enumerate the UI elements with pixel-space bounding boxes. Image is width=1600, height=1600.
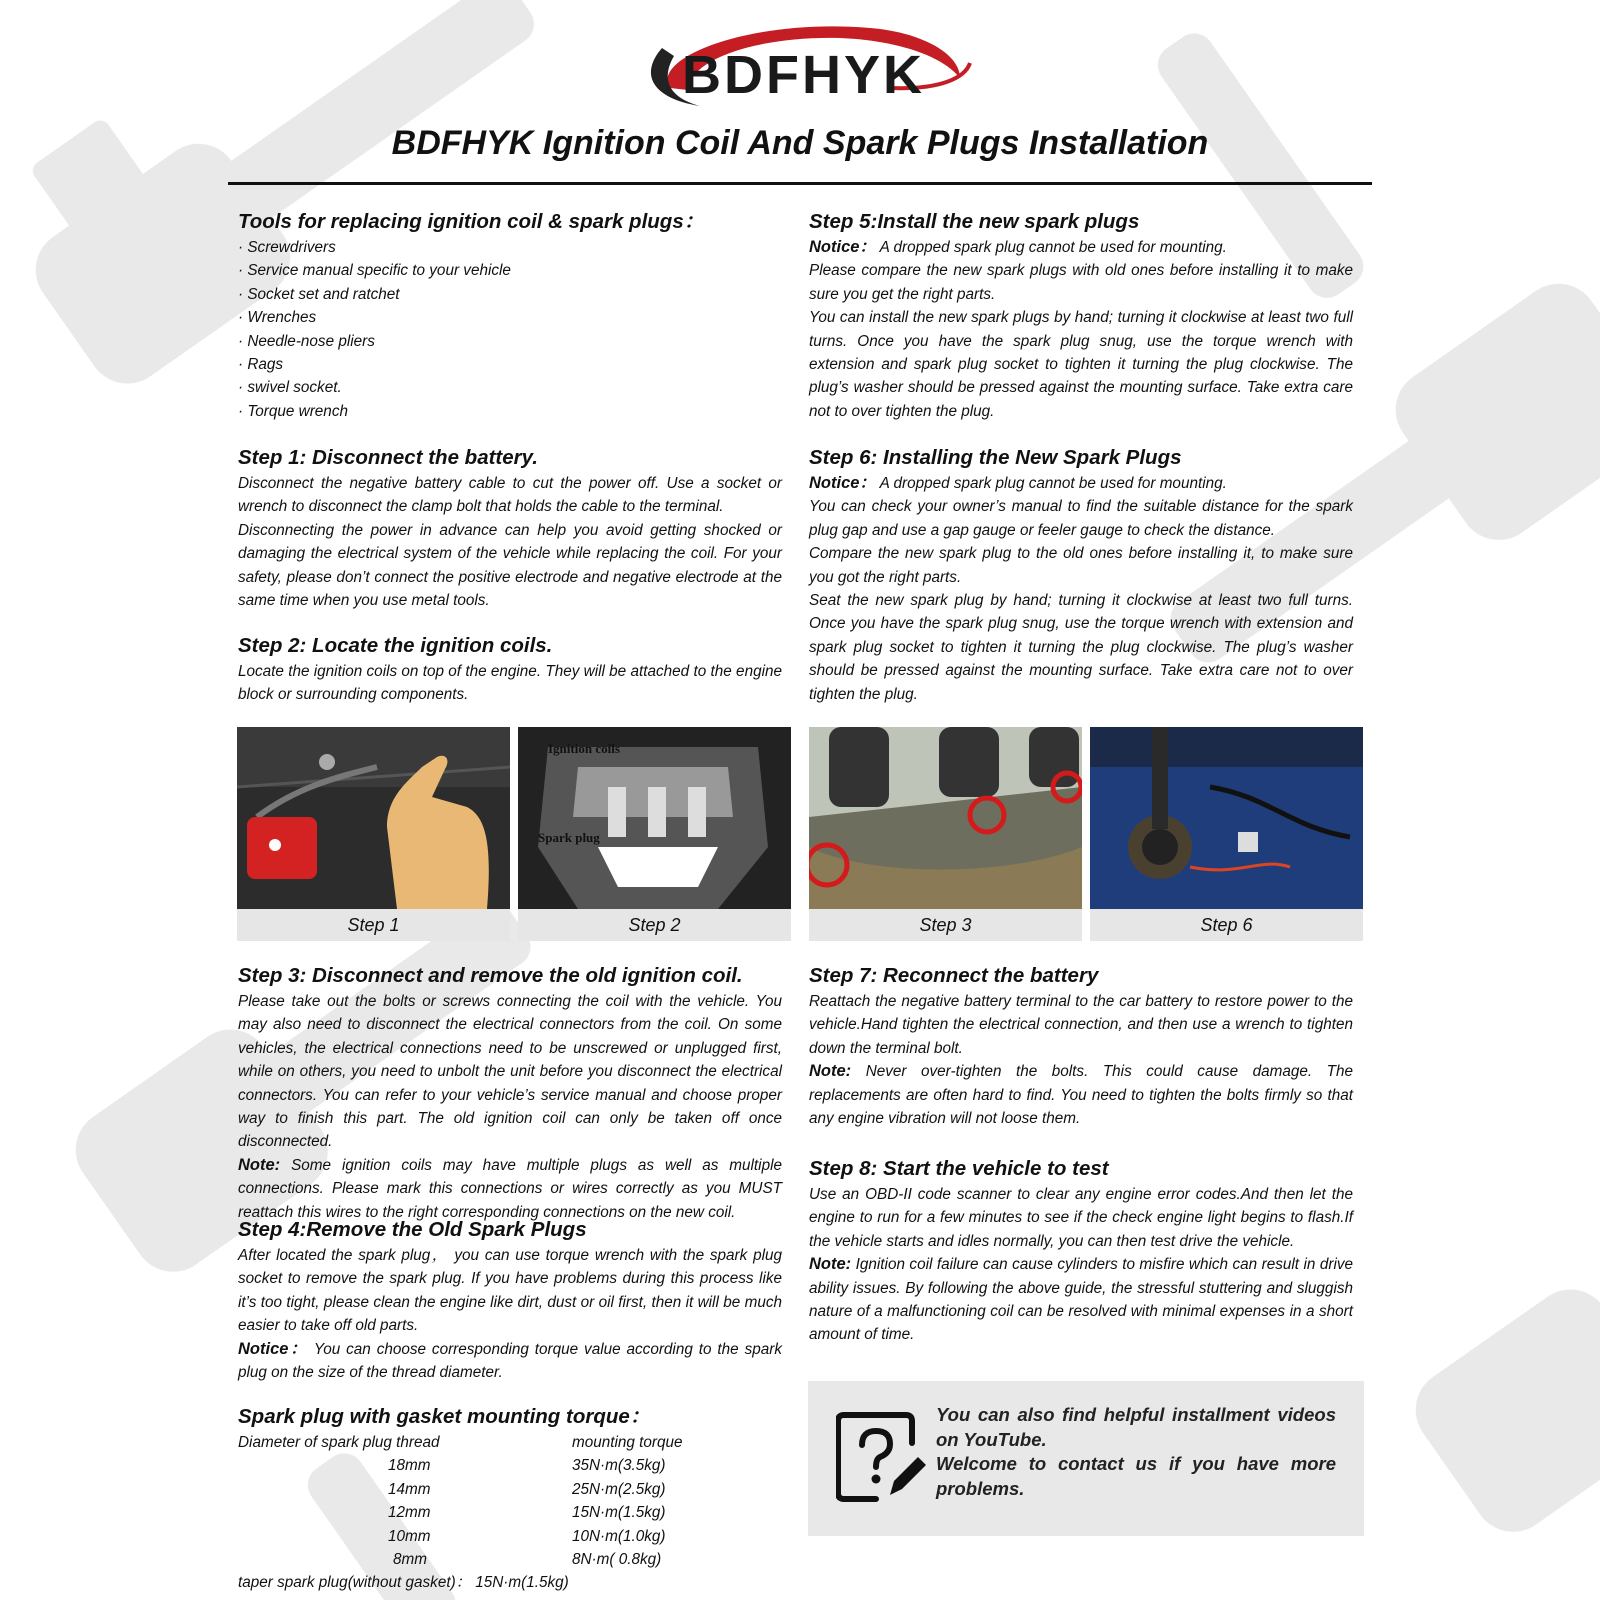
thread-diameter: 10mm xyxy=(388,1527,431,1545)
step5-heading: Step 5:Install the new spark plugs xyxy=(809,210,1140,233)
step8-heading: Step 8: Start the vehicle to test xyxy=(809,1157,1109,1180)
step5-paragraph: You can install the new spark plugs by hand; turning it clockwise at least two full turns. Once you have the spark plug snug, use the torque wrench with extension and spark plug socket to tighten it turning the plug clockwise. The plug’s washer should be pressed against the mounting surface. Take extra care not to over tighten the plug. xyxy=(809,309,1353,420)
step7-section xyxy=(809,962,1353,1130)
step5-section xyxy=(809,208,1353,423)
step2-section xyxy=(238,632,782,707)
spark-plug-label: Spark plug xyxy=(538,830,600,845)
step6-heading: Step 6: Installing the New Spark Plugs xyxy=(809,446,1182,469)
thread-diameter: 8mm xyxy=(393,1551,427,1569)
table-row xyxy=(238,1454,683,1477)
list-item: · Wrenches xyxy=(238,309,317,327)
list-item: · Needle-nose pliers xyxy=(238,332,375,350)
engine-cutaway-illustration xyxy=(518,727,791,909)
thread-diameter: 18mm xyxy=(388,1457,431,1475)
step7-note xyxy=(809,1060,1353,1130)
step4-notice xyxy=(238,1338,782,1385)
mounting-torque: 35N·m(3.5kg) xyxy=(572,1457,666,1475)
step3-paragraph: Please take out the bolts or screws connecting the coil with the vehicle. You may also need to disconnect the electrical connectors from the coil. On some vehicles, the electrical connections need to be unscrewed or unplugged first, while on others, you need to unbolt the unit before you disconnect the electrical connectors. You can refer to your vehicle’s service manual and choose proper way to finish this part. The old ignition coil can only be taken off once disconnected. xyxy=(238,993,782,1151)
taper-torque xyxy=(238,1571,782,1594)
notice-label: Notice： xyxy=(238,1339,309,1358)
help-line: Welcome to contact us if you have more problems. xyxy=(936,1453,1336,1499)
step8-note xyxy=(809,1253,1353,1347)
torque-section xyxy=(238,1403,782,1595)
ignition-coils-label: Ignition coils xyxy=(548,741,620,756)
photo-caption: Step 2 xyxy=(628,915,681,935)
step6-paragraph: Seat the new spark plug by hand; turning it clockwise at least two full turns. Once you have the spark plug snug, use the torque wrench with extension and spark plug socket to tighten it turning the plug clockwise. The plug’s washer should be pressed against the mounting surface. Take extra care not to over tighten the plug. xyxy=(809,592,1353,703)
step2-paragraph: Locate the ignition coils on top of the engine. They will be attached to the engine block or surrounding components. xyxy=(238,663,782,704)
brand-logo xyxy=(640,18,980,108)
step5-paragraph: Please compare the new spark plugs with old ones before installing it to make sure you get the right parts. xyxy=(809,262,1353,303)
step7-heading: Step 7: Reconnect the battery xyxy=(809,964,1099,987)
step7-paragraph: Reattach the negative battery terminal to the car battery to restore power to the vehicle.Hand tighten the electrical connection, and then use a wrench to tighten down the terminal bolt. xyxy=(809,993,1353,1057)
mounting-torque: 10N·m(1.0kg) xyxy=(572,1527,666,1545)
note-text: Ignition coil failure can cause cylinders to misfire which can result in drive ability issues. By following the above guide, the stressful stuttering and sluggish nature of a malfunctioning coil can be resolved with minimal expenses in a short amount of time. xyxy=(809,1256,1353,1344)
table-header: Diameter of spark plug thread xyxy=(238,1434,440,1451)
thread-diameter: 14mm xyxy=(388,1480,431,1498)
list-item: · Rags xyxy=(238,356,284,374)
logo-wordmark: BDFHYK xyxy=(682,45,925,105)
step8-section xyxy=(809,1155,1353,1347)
page-title: BDFHYK Ignition Coil And Spark Plugs Installation xyxy=(391,124,1209,162)
step6-paragraph: Compare the new spark plug to the old ones before installing it, to make sure you got the right parts. xyxy=(809,545,1353,586)
title-divider xyxy=(228,182,1372,185)
table-row xyxy=(238,1478,683,1501)
help-box xyxy=(808,1381,1364,1536)
taper-label: taper spark plug(without gasket)： xyxy=(238,1574,471,1592)
step4-paragraph: After located the spark plug， you can use torque wrench with the spark plug socket to remove the spark plug. If you have problems during this process like it’s too tight, please clean the engine like dirt, dust or oil first, then it will be much easier to take off old parts. xyxy=(238,1247,782,1335)
step6-paragraph: You can check your owner’s manual to find the suitable distance for the spark plug gap and use a gap gauge or feeler gauge to check the distance. xyxy=(809,498,1353,539)
table-row xyxy=(238,1501,683,1524)
photo-caption: Step 1 xyxy=(347,915,400,935)
list-item: · swivel socket. xyxy=(238,379,342,397)
notice-text: A dropped spark plug cannot be used for mounting. xyxy=(879,475,1227,492)
photo-step1 xyxy=(237,727,510,941)
step5-notice xyxy=(809,236,1353,259)
step3-note xyxy=(238,1154,782,1224)
coil-bolts-illustration xyxy=(809,727,1082,909)
step6-notice xyxy=(809,472,1353,495)
torque-heading: Spark plug with gasket mounting torque： xyxy=(238,1405,651,1428)
help-question-edit-icon xyxy=(836,1409,926,1504)
photo-step3 xyxy=(809,727,1082,941)
notice-label: Notice： xyxy=(809,474,876,492)
table-header: mounting torque xyxy=(572,1434,683,1451)
list-item: · Service manual specific to your vehicle xyxy=(238,262,511,280)
help-text xyxy=(936,1403,1336,1501)
note-text: Never over-tighten the bolts. This could cause damage. The replacements are often hard to find. You need to tighten the bolts firmly so that any engine vibration will not loose them. xyxy=(809,1063,1354,1128)
note-text: Some ignition coils may have multiple plugs as well as multiple connections. Please mark this connections or wires correctly as you MUST reattach this wires to the right corresponding connections on the new coil. xyxy=(238,1156,782,1221)
list-item: · Screwdrivers xyxy=(238,239,336,256)
list-item: · Torque wrench xyxy=(238,402,348,420)
notice-text: A dropped spark plug cannot be used for mounting. xyxy=(879,239,1227,256)
table-row xyxy=(238,1525,683,1548)
step3-heading: Step 3: Disconnect and remove the old ignition coil. xyxy=(238,964,743,987)
photo-step6 xyxy=(1090,727,1363,941)
photo-caption: Step 3 xyxy=(919,915,972,935)
table-header-row xyxy=(238,1431,683,1454)
note-label: Note: xyxy=(238,1155,281,1174)
step8-paragraph: Use an OBD-II code scanner to clear any engine error codes.And then let the engine to run for a few minutes to see if the check engine light begins to flash.If the vehicle starts and idles normally, you can then test drive the vehicle. xyxy=(809,1186,1353,1250)
notice-label: Notice： xyxy=(809,238,876,256)
table-row xyxy=(238,1548,683,1571)
step1-section xyxy=(238,444,782,612)
photo-caption: Step 6 xyxy=(1200,915,1253,935)
list-item: · Socket set and ratchet xyxy=(238,285,400,303)
battery-illustration xyxy=(237,727,510,909)
notice-text: You can choose corresponding torque value according to the spark plug on the size of the thread diameter. xyxy=(238,1340,782,1382)
step3-section xyxy=(238,962,782,1224)
thread-diameter: 12mm xyxy=(388,1504,431,1522)
step4-heading: Step 4:Remove the Old Spark Plugs xyxy=(238,1218,587,1241)
tools-heading: Tools for replacing ignition coil & spark plugs： xyxy=(238,210,705,233)
note-label: Note: xyxy=(809,1255,852,1274)
mounting-torque: 8N·m( 0.8kg) xyxy=(572,1551,662,1569)
mounting-torque: 15N·m(1.5kg) xyxy=(572,1504,666,1522)
help-line: You can also find helpful installment videos on YouTube. xyxy=(936,1404,1336,1450)
step1-heading: Step 1: Disconnect the battery. xyxy=(238,446,538,469)
mounting-torque: 25N·m(2.5kg) xyxy=(572,1480,666,1498)
spark-plug-install-illustration xyxy=(1090,727,1363,909)
torque-table xyxy=(238,1431,683,1571)
tools-section xyxy=(238,208,782,423)
step2-heading: Step 2: Locate the ignition coils. xyxy=(238,634,553,657)
step1-paragraph: Disconnecting the power in advance can help you avoid getting shocked or damaging the electrical system of the vehicle while replacing the coil. For your safety, please don’t connect the positive electrode and negative electrode at the same time when you use metal tools. xyxy=(238,521,782,610)
step4-section xyxy=(238,1216,782,1384)
tools-list xyxy=(238,236,782,423)
note-label: Note: xyxy=(809,1062,852,1081)
step6-section xyxy=(809,444,1353,706)
step1-paragraph: Disconnect the negative battery cable to cut the power off. Use a socket or wrench to disconnect the clamp bolt that holds the cable to the terminal. xyxy=(238,475,782,516)
photo-step2 xyxy=(518,727,791,941)
taper-value: 15N·m(1.5kg) xyxy=(475,1574,569,1592)
